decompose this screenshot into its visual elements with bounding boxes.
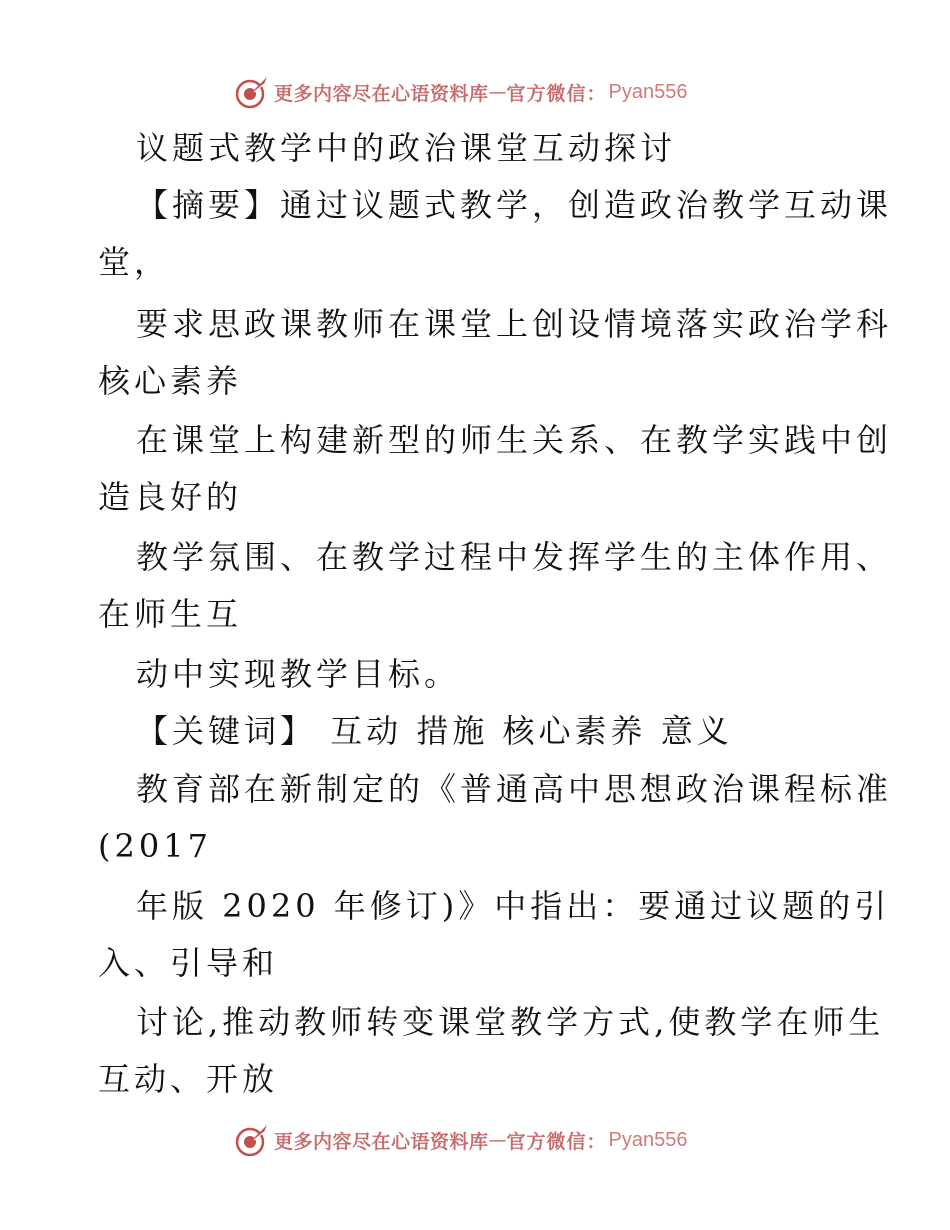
abstract-line: 核心素养 bbox=[98, 362, 243, 400]
watermark-wechat-label: 官方微信： bbox=[506, 82, 607, 105]
document-title: 议题式教学中的政治课堂互动探讨 bbox=[136, 129, 677, 167]
quill-logo-icon bbox=[234, 74, 270, 110]
keywords-line: 【关键词】 互动 措施 核心素养 意义 bbox=[136, 712, 733, 750]
watermark-wechat-id: Pyan556 bbox=[608, 1128, 688, 1151]
abstract-line: 动中实现教学目标。 bbox=[136, 655, 461, 693]
body-line: 讨论,推动教师转变课堂教学方式,使教学在师生 bbox=[136, 1003, 885, 1041]
abstract-line: 在师生互 bbox=[98, 595, 243, 633]
watermark-separator: — bbox=[488, 1129, 507, 1151]
body-line: 入、引导和 bbox=[98, 944, 279, 982]
watermark-site-text: 更多内容尽在心语资料库 bbox=[274, 1130, 489, 1153]
watermark-wechat-label: 官方微信： bbox=[506, 1130, 607, 1153]
body-line: 互动、开放 bbox=[98, 1060, 279, 1098]
watermark-separator: — bbox=[488, 81, 507, 103]
body-line: 教育部在新制定的《普通高中思想政治课程标准 bbox=[136, 770, 893, 808]
watermark-site-text: 更多内容尽在心语资料库 bbox=[274, 82, 489, 105]
abstract-line: 造良好的 bbox=[98, 478, 243, 516]
body-line: 年版 2020 年修订)》中指出：要通过议题的引 bbox=[136, 887, 891, 925]
abstract-line: 在课堂上构建新型的师生关系、在教学实践中创 bbox=[136, 421, 893, 459]
abstract-line: 堂， bbox=[98, 243, 171, 281]
watermark-footer bbox=[234, 1120, 754, 1160]
body-line: (2017 bbox=[98, 827, 212, 865]
abstract-line: 教学氛围、在教学过程中发挥学生的主体作用、 bbox=[136, 538, 893, 576]
watermark-header bbox=[234, 72, 754, 112]
abstract-line: 【摘要】通过议题式教学，创造政治教学互动课 bbox=[136, 186, 893, 224]
quill-logo-icon bbox=[234, 1122, 270, 1158]
watermark-wechat-id: Pyan556 bbox=[608, 80, 688, 103]
abstract-line: 要求思政课教师在课堂上创设情境落实政治学科 bbox=[136, 305, 893, 343]
